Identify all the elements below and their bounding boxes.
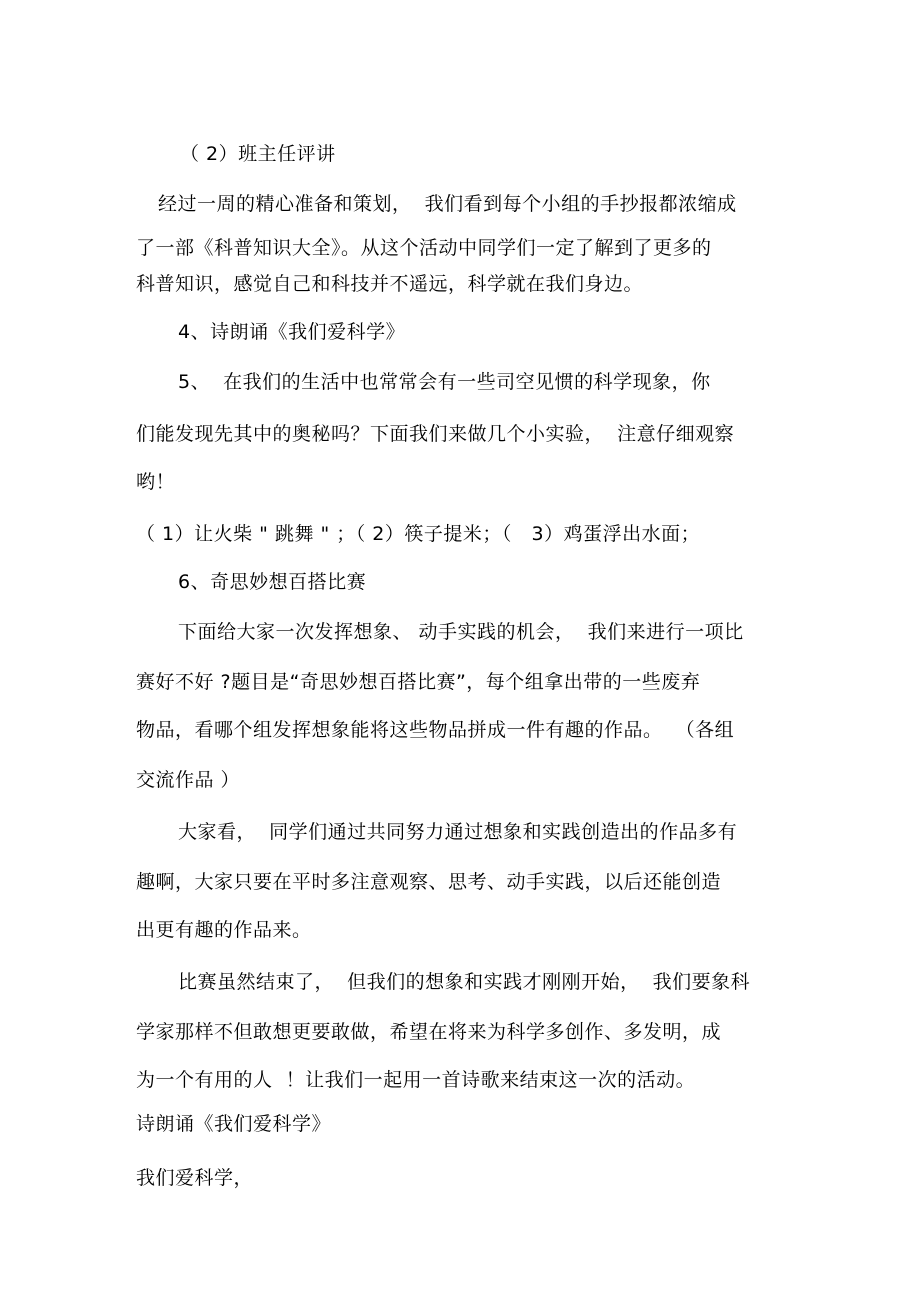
text-line: 6、奇思妙想百搭比赛 xyxy=(178,571,367,593)
text-line: 了一部《科普知识大全》。从这个活动中同学们一定了解到了更多的 xyxy=(136,237,712,259)
text-line: 们能发现先其中的奥秘吗？下面我们来做几个小实验， 注意仔细观察 xyxy=(136,423,735,445)
text-line: 5、 在我们的生活中也常常会有一些司空见惯的科学现象，你 xyxy=(178,371,711,393)
text-line: 出更有趣的作品来。 xyxy=(136,919,312,941)
text-line: 诗朗诵《我们爱科学》 xyxy=(136,1113,332,1135)
text-line: 为一个有用的人 ！让我们一起用一首诗歌来结束这一次的活动。 xyxy=(136,1069,696,1091)
text-line: 哟！ xyxy=(136,471,176,493)
text-line: 比赛虽然结束了， 但我们的想象和实践才刚刚开始， 我们要象科 xyxy=(178,971,751,993)
text-line: （ 2）班主任评讲 xyxy=(180,143,336,165)
text-line: 趣啊，大家只要在平时多注意观察、思考、动手实践，以后还能创造 xyxy=(136,871,722,893)
text-line: 经过一周的精心准备和策划， 我们看到每个小组的手抄报都浓缩成 xyxy=(158,193,737,215)
text-line: 大家看， 同学们通过共同努力通过想象和实践创造出的作品多有 xyxy=(178,821,738,843)
text-line: 学家那样不但敢想更要敢做，希望在将来为科学多创作、多发明，成 xyxy=(136,1021,722,1043)
text-line: 科普知识，感觉自己和科技并不遥远，科学就在我们身边。 xyxy=(136,273,644,295)
text-line: 4、诗朗诵《我们爱科学》 xyxy=(178,321,406,343)
text-line: 我们爱科学， xyxy=(136,1167,254,1189)
text-line: 交流作品 ） xyxy=(136,769,241,791)
text-line: 下面给大家一次发挥想象、 动手实践的机会， 我们来进行一项比 xyxy=(178,621,744,643)
text-line: 物品，看哪个组发挥想象能将这些物品拼成一件有趣的作品。 （各组 xyxy=(136,719,735,741)
text-line: （ 1）让火柴 " 跳舞 " ；（ 2）筷子提米；（ 3）鸡蛋浮出水面； xyxy=(136,523,701,545)
text-line: 赛好不好 ?题目是“奇思妙想百搭比赛”，每个组拿出带的一些废弃 xyxy=(136,671,701,693)
